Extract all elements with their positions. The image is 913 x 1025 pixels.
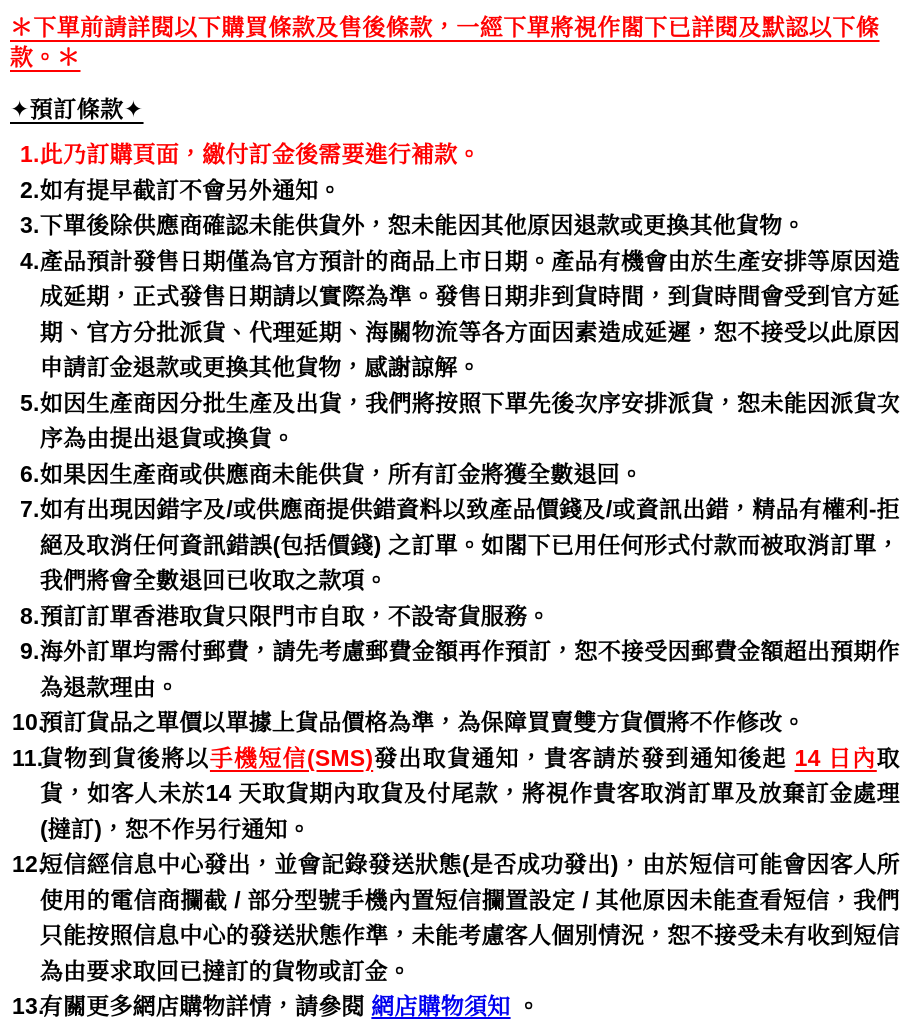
- term-number: 11.: [12, 744, 44, 771]
- term-number: 13.: [12, 993, 45, 1019]
- term-text: 如有出現因錯字及/或供應商提供錯資料以致產品價錢及/或資訊出錯，精品有權利-拒絕及取消任何資訊錯誤(包括價錢) 之訂單。如閣下已用任何形式付款而被取消訂單，我們將會全數退回已收取之款項。: [40, 496, 900, 593]
- term-number: 4.: [20, 247, 40, 274]
- term-number: 6.: [20, 460, 40, 487]
- term-text: 如果因生產商或供應商未能供貨，所有訂金將獲全數退回。: [40, 460, 644, 487]
- term-item-6: [10, 457, 900, 493]
- term-number: 1.: [20, 141, 40, 167]
- term-text: 如因生產商因分批生產及出貨，我們將按照下單先後次序安排派貨，恕未能因派貨次序為由提出退貨或換貨。: [40, 389, 900, 451]
- term-text-segment: 貨物到貨後將以: [40, 744, 210, 771]
- term-text: 預訂訂單香港取貨只限門市自取，不設寄貨服務。: [40, 602, 551, 629]
- pickup-deadline-highlight: 14 日內: [794, 744, 877, 771]
- term-item-9: [10, 634, 900, 705]
- term-number: 3.: [20, 212, 40, 238]
- term-text: [40, 745, 900, 842]
- term-text: 海外訂單均需付郵費，請先考慮郵費金額再作預訂，恕不接受因郵費金額超出預期作為退款理由。: [40, 638, 900, 700]
- term-text: 此乃訂購頁面，繳付訂金後需要進行補款。: [40, 141, 481, 167]
- term-number: 8.: [20, 602, 40, 629]
- term-text-segment: 。: [510, 993, 541, 1019]
- term-item-2: [10, 173, 900, 209]
- term-number: 9.: [20, 638, 40, 664]
- term-item-13: [10, 989, 900, 1025]
- term-item-3: [10, 208, 900, 244]
- term-item-1: [10, 137, 900, 173]
- term-item-8: [10, 599, 900, 635]
- term-text: 預訂貨品之單價以單據上貨品價格為準，為保障買賣雙方貨價將不作修改。: [40, 709, 806, 735]
- term-text: [40, 993, 540, 1019]
- term-item-12: [10, 847, 900, 989]
- term-item-4: [10, 244, 900, 386]
- term-item-10: [10, 705, 900, 741]
- purchase-notice-header: ＊下單前請詳閱以下購買條款及售後條款，一經下單將視作閣下已詳閱及默認以下條款。＊: [10, 14, 880, 70]
- term-text-segment: 取貨，如客人未於14 天取貨期內取貨及付尾款，將視作貴客取消訂單及放棄訂金處理(撻訂)，恕不作另行通知。: [40, 744, 900, 842]
- term-text: 如有提早截訂不會另外通知。: [40, 176, 342, 203]
- term-number: 7.: [20, 496, 40, 522]
- term-number: 10.: [12, 709, 45, 735]
- term-item-11: [10, 741, 900, 848]
- terms-list: [10, 137, 900, 1025]
- term-item-5: [10, 386, 900, 457]
- term-text-segment: 發出取貨通知，貴客請於發到通知後起: [373, 744, 795, 771]
- preorder-terms-title: ✦預訂條款✦: [10, 96, 144, 122]
- sms-highlight: 手機短信(SMS): [209, 744, 374, 771]
- term-number: 5.: [20, 389, 40, 416]
- term-text: 產品預計發售日期僅為官方預計的商品上市日期。產品有機會由於生產安排等原因造成延期，正式發售日期請以實際為準。發售日期非到貨時間，到貨時間會受到官方延期、官方分批派貨、代理延期、海關物流等各方面因素造成延遲，恕不接受以此原因申請訂金退款或更換其他貨物，感謝諒解。: [40, 247, 900, 380]
- term-number: 12.: [12, 851, 45, 877]
- term-item-7: [10, 492, 900, 599]
- term-number: 2.: [20, 176, 40, 203]
- term-text: 短信經信息中心發出，並會記錄發送狀態(是否成功發出)，由於短信可能會因客人所使用的電信商攔截 / 部分型號手機內置短信攔置設定 / 其他原因未能查看短信，我們只能按照信息中心的發送狀態作準，未能考慮客人個別情況，恕不接受未有收到短信為由要求取回已撻訂的貨物或訂金。: [40, 851, 900, 984]
- shop-notice-link[interactable]: 網店購物須知: [371, 993, 511, 1019]
- term-text-segment: 有關更多網店購物詳情，請參閱: [40, 993, 372, 1019]
- term-text: 下單後除供應商確認未能供貨外，恕未能因其他原因退款或更換其他貨物。: [40, 212, 806, 238]
